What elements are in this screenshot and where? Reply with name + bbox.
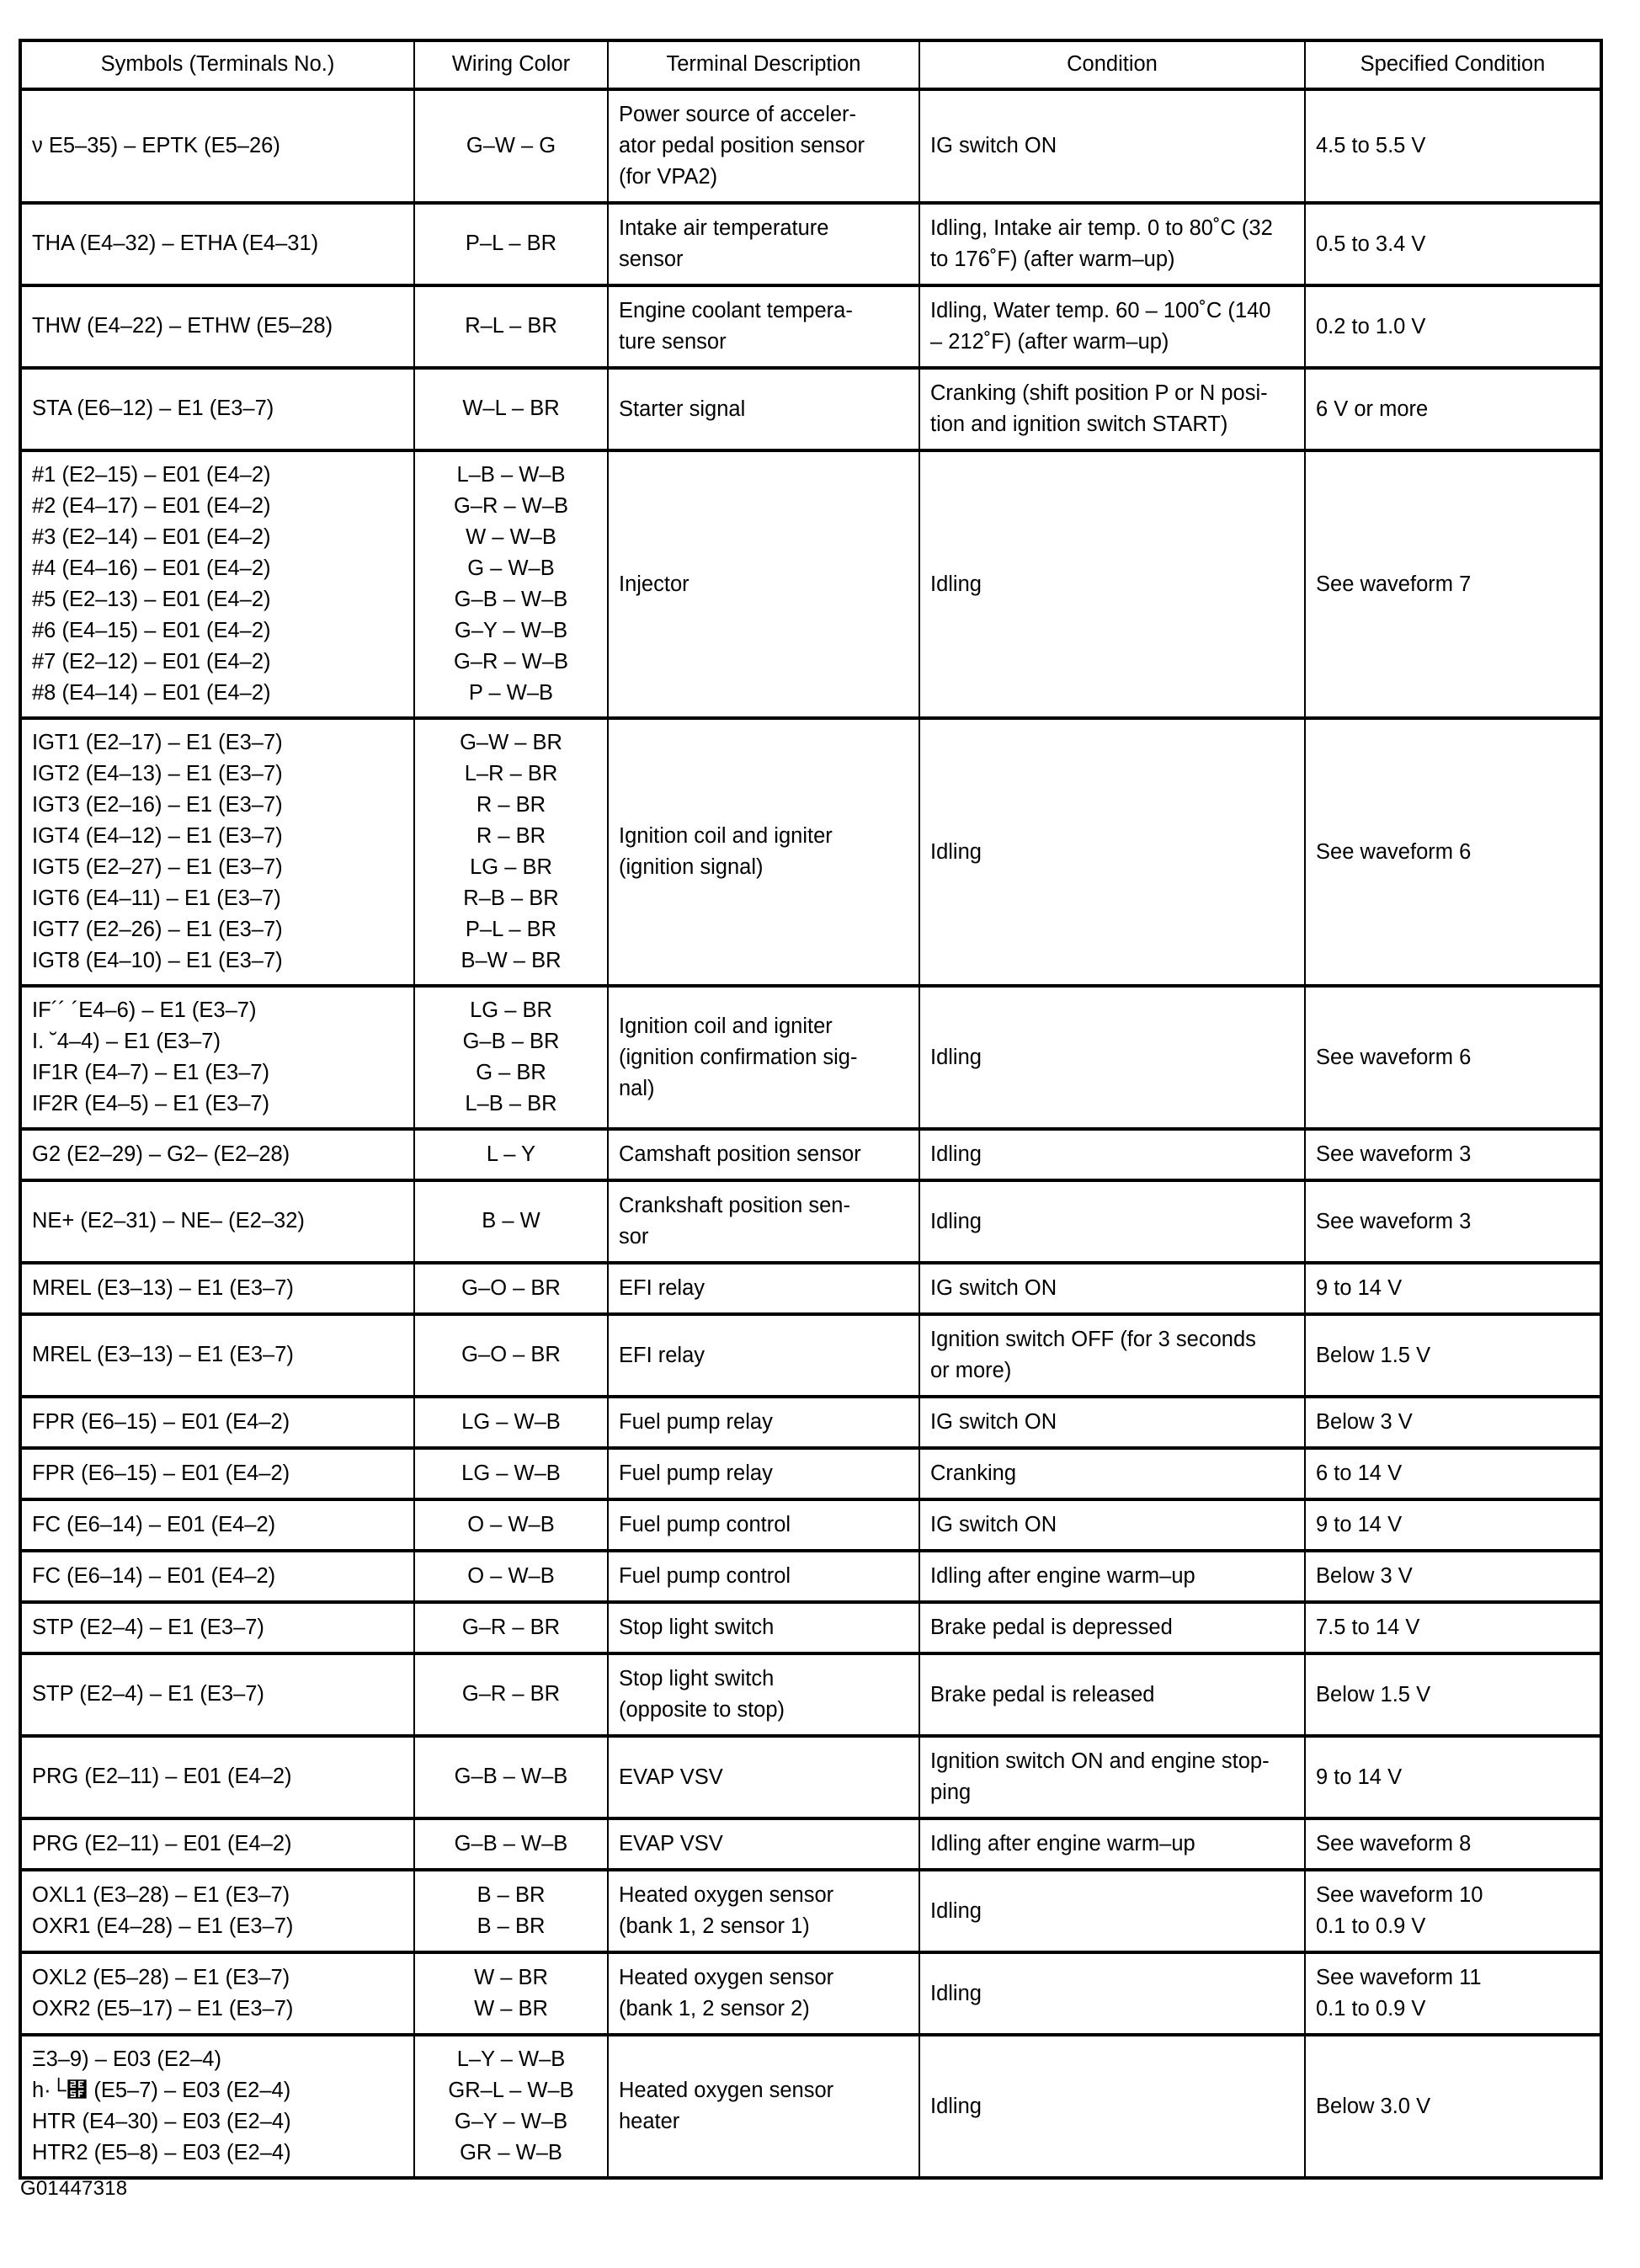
symbol-line: #5 (E2–13) – E01 (E4–2) bbox=[32, 588, 271, 611]
wiring-color-line: B – W bbox=[482, 1209, 540, 1233]
cell-specified-condition: Below 1.5 V bbox=[1305, 1653, 1601, 1736]
cell-specified-condition: Below 3 V bbox=[1305, 1397, 1601, 1448]
cell-terminal-description: Fuel pump relay bbox=[608, 1397, 919, 1448]
cell-symbols bbox=[20, 1314, 414, 1397]
symbol-line: IGT5 (E2–27) – E1 (E3–7) bbox=[32, 855, 283, 879]
symbol-line: OXR2 (E5–17) – E1 (E3–7) bbox=[32, 1997, 294, 2020]
wiring-color-line: LG – BR bbox=[470, 998, 552, 1022]
table-row bbox=[20, 1870, 1601, 1952]
cell-wiring-color bbox=[414, 1952, 608, 2035]
symbol-line: I. ˘4–4) – E1 (E3–7) bbox=[32, 1030, 221, 1053]
wiring-color-line: L–R – BR bbox=[464, 762, 558, 785]
cell-terminal-description: Fuel pump relay bbox=[608, 1448, 919, 1499]
cell-specified-condition: See waveform 6 bbox=[1305, 986, 1601, 1129]
cell-wiring-color bbox=[414, 203, 608, 285]
symbol-line: OXL1 (E3–28) – E1 (E3–7) bbox=[32, 1883, 290, 1907]
cell-symbols bbox=[20, 1129, 414, 1180]
cell-wiring-color bbox=[414, 285, 608, 368]
cell-wiring-color bbox=[414, 1180, 608, 1263]
cell-symbols bbox=[20, 1448, 414, 1499]
table-header-row bbox=[20, 40, 1601, 89]
symbol-line: STA (E6–12) – E1 (E3–7) bbox=[32, 397, 274, 421]
symbol-line: MREL (E3–13) – E1 (E3–7) bbox=[32, 1275, 294, 1300]
cell-wiring-color bbox=[414, 718, 608, 986]
cell-terminal-description: EFI relay bbox=[608, 1314, 919, 1397]
column-header-condition: Condition bbox=[919, 40, 1305, 89]
cell-wiring-color bbox=[414, 1551, 608, 1602]
symbol-line: FPR (E6–15) – E01 (E4–2) bbox=[32, 1409, 290, 1434]
table-row bbox=[20, 1129, 1601, 1180]
cell-specified-condition: 9 to 14 V bbox=[1305, 1263, 1601, 1314]
symbol-line: IF1R (E4–7) – E1 (E3–7) bbox=[32, 1061, 270, 1084]
wiring-color-line: G–B – W–B bbox=[454, 588, 568, 611]
table-header bbox=[20, 40, 1601, 89]
wiring-color-line: G–R – BR bbox=[461, 1682, 561, 1706]
cell-specified-condition: See waveform 7 bbox=[1305, 450, 1601, 718]
cell-specified-condition: See waveform 11 0.1 to 0.9 V bbox=[1305, 1952, 1601, 2035]
cell-wiring-color bbox=[414, 368, 608, 450]
cell-symbols bbox=[20, 2035, 414, 2178]
table-row bbox=[20, 718, 1601, 986]
symbol-line: #4 (E4–16) – E01 (E4–2) bbox=[32, 556, 271, 580]
cell-specified-condition: See waveform 3 bbox=[1305, 1129, 1601, 1180]
table-row bbox=[20, 203, 1601, 285]
wiring-color-line: W – BR bbox=[474, 1997, 548, 2020]
table-row bbox=[20, 1180, 1601, 1263]
cell-terminal-description: Injector bbox=[608, 450, 919, 718]
cell-terminal-description: EVAP VSV bbox=[608, 1818, 919, 1870]
cell-symbols bbox=[20, 1736, 414, 1818]
cell-wiring-color bbox=[414, 1397, 608, 1448]
cell-terminal-description: Fuel pump control bbox=[608, 1551, 919, 1602]
cell-specified-condition: See waveform 6 bbox=[1305, 718, 1601, 986]
symbol-line: IF´´ ´E4–6) – E1 (E3–7) bbox=[32, 998, 257, 1022]
cell-symbols bbox=[20, 1602, 414, 1653]
symbol-line: IF2R (E4–5) – E1 (E3–7) bbox=[32, 1092, 270, 1115]
table-row bbox=[20, 1952, 1601, 2035]
cell-wiring-color bbox=[414, 986, 608, 1129]
symbol-line: HTR2 (E5–8) – E03 (E2–4) bbox=[32, 2141, 291, 2164]
cell-condition: IG switch ON bbox=[919, 1397, 1305, 1448]
cell-condition: Brake pedal is released bbox=[919, 1653, 1305, 1736]
symbol-line: IGT7 (E2–26) – E1 (E3–7) bbox=[32, 918, 283, 941]
symbol-line: #7 (E2–12) – E01 (E4–2) bbox=[32, 650, 271, 673]
symbol-line: OXR1 (E4–28) – E1 (E3–7) bbox=[32, 1914, 294, 1938]
wiring-color-line: GR–L – W–B bbox=[448, 2079, 574, 2102]
cell-wiring-color bbox=[414, 1653, 608, 1736]
table-row bbox=[20, 285, 1601, 368]
cell-terminal-description: Stop light switch bbox=[608, 1602, 919, 1653]
symbol-line: #3 (E2–14) – E01 (E4–2) bbox=[32, 525, 271, 549]
table-row bbox=[20, 368, 1601, 450]
cell-terminal-description: Crankshaft position sen- sor bbox=[608, 1180, 919, 1263]
symbol-line: STP (E2–4) – E1 (E3–7) bbox=[32, 1682, 264, 1706]
cell-condition: Idling bbox=[919, 1952, 1305, 2035]
wiring-color-line: B – BR bbox=[477, 1883, 546, 1907]
wiring-color-line: G – W–B bbox=[467, 556, 555, 580]
cell-condition: Idling after engine warm–up bbox=[919, 1818, 1305, 1870]
cell-specified-condition: 6 V or more bbox=[1305, 368, 1601, 450]
symbol-line: ν E5–35) – EPTK (E5–26) bbox=[32, 133, 280, 157]
symbol-line: IGT8 (E4–10) – E1 (E3–7) bbox=[32, 949, 283, 972]
cell-condition: Idling bbox=[919, 1870, 1305, 1952]
wiring-color-line: O – W–B bbox=[467, 1512, 555, 1536]
wiring-color-line: G–B – W–B bbox=[454, 1765, 568, 1789]
cell-symbols bbox=[20, 1180, 414, 1263]
cell-symbols bbox=[20, 1818, 414, 1870]
cell-symbols bbox=[20, 1397, 414, 1448]
cell-condition: Idling bbox=[919, 986, 1305, 1129]
wiring-color-line: GR – W–B bbox=[460, 2141, 562, 2164]
cell-specified-condition: Below 3 V bbox=[1305, 1551, 1601, 1602]
wiring-color-line: G–W – BR bbox=[460, 731, 562, 754]
cell-condition: Idling, Water temp. 60 – 100˚C (140 – 212˚F) (after warm–up) bbox=[919, 285, 1305, 368]
symbol-line: THW (E4–22) – ETHW (E5–28) bbox=[32, 314, 333, 338]
cell-condition: Idling bbox=[919, 718, 1305, 986]
symbol-line: OXL2 (E5–28) – E1 (E3–7) bbox=[32, 1966, 290, 1989]
symbol-line: #6 (E4–15) – E01 (E4–2) bbox=[32, 619, 271, 642]
wiring-color-line: G–O – BR bbox=[461, 1343, 561, 1367]
cell-specified-condition: 4.5 to 5.5 V bbox=[1305, 89, 1601, 203]
column-header-wiring-color: Wiring Color bbox=[414, 40, 608, 89]
cell-condition: Idling bbox=[919, 1180, 1305, 1263]
cell-specified-condition: 9 to 14 V bbox=[1305, 1736, 1601, 1818]
cell-terminal-description: Heated oxygen sensor (bank 1, 2 sensor 2) bbox=[608, 1952, 919, 2035]
column-header-symbols: Symbols (Terminals No.) bbox=[20, 40, 414, 89]
wiring-color-line: G–R – BR bbox=[461, 1615, 561, 1639]
wiring-color-line: G–B – W–B bbox=[454, 1831, 568, 1855]
cell-terminal-description: Ignition coil and igniter (ignition signal) bbox=[608, 718, 919, 986]
cell-terminal-description: EVAP VSV bbox=[608, 1736, 919, 1818]
cell-condition: Idling bbox=[919, 450, 1305, 718]
cell-terminal-description: Fuel pump control bbox=[608, 1499, 919, 1551]
cell-symbols bbox=[20, 718, 414, 986]
table-row bbox=[20, 1736, 1601, 1818]
table-body bbox=[20, 89, 1601, 2178]
table-row bbox=[20, 1499, 1601, 1551]
wiring-color-line: L–B – W–B bbox=[456, 463, 566, 487]
cell-symbols bbox=[20, 1499, 414, 1551]
symbol-line: FC (E6–14) – E01 (E4–2) bbox=[32, 1563, 276, 1588]
symbol-line: FC (E6–14) – E01 (E4–2) bbox=[32, 1512, 276, 1536]
cell-terminal-description: Heated oxygen sensor (bank 1, 2 sensor 1) bbox=[608, 1870, 919, 1952]
wiring-color-line: R – BR bbox=[476, 824, 546, 848]
wiring-color-line: G–Y – W–B bbox=[454, 619, 568, 642]
ecu-terminal-spec-table bbox=[19, 39, 1603, 2180]
cell-terminal-description: Starter signal bbox=[608, 368, 919, 450]
cell-wiring-color bbox=[414, 1602, 608, 1653]
wiring-color-line: P–L – BR bbox=[465, 232, 557, 256]
cell-terminal-description: EFI relay bbox=[608, 1263, 919, 1314]
table-row bbox=[20, 1263, 1601, 1314]
cell-condition: Idling after engine warm–up bbox=[919, 1551, 1305, 1602]
symbol-line: PRG (E2–11) – E01 (E4–2) bbox=[32, 1765, 292, 1789]
symbol-line: PRG (E2–11) – E01 (E4–2) bbox=[32, 1831, 292, 1855]
wiring-color-line: W – BR bbox=[474, 1966, 548, 1989]
symbol-line: #2 (E4–17) – E01 (E4–2) bbox=[32, 494, 271, 518]
symbol-line: IGT4 (E4–12) – E1 (E3–7) bbox=[32, 824, 283, 848]
symbol-line: Ξ3–9) – E03 (E2–4) bbox=[32, 2047, 221, 2071]
wiring-color-line: R–B – BR bbox=[463, 886, 559, 910]
cell-wiring-color bbox=[414, 1870, 608, 1952]
wiring-color-line: B – BR bbox=[477, 1914, 546, 1938]
cell-terminal-description: Engine coolant tempera- ture sensor bbox=[608, 285, 919, 368]
symbol-line: #8 (E4–14) – E01 (E4–2) bbox=[32, 681, 271, 705]
cell-symbols bbox=[20, 1653, 414, 1736]
symbol-line: MREL (E3–13) – E1 (E3–7) bbox=[32, 1343, 294, 1367]
wiring-color-line: G–R – W–B bbox=[453, 494, 569, 518]
cell-condition: Ignition switch OFF (for 3 seconds or more) bbox=[919, 1314, 1305, 1397]
table-row bbox=[20, 1551, 1601, 1602]
symbol-line: FPR (E6–15) – E01 (E4–2) bbox=[32, 1461, 290, 1485]
cell-terminal-description: Stop light switch (opposite to stop) bbox=[608, 1653, 919, 1736]
cell-wiring-color bbox=[414, 1129, 608, 1180]
wiring-color-line: G–R – W–B bbox=[453, 650, 569, 673]
cell-condition: IG switch ON bbox=[919, 89, 1305, 203]
cell-condition: Cranking bbox=[919, 1448, 1305, 1499]
table-row bbox=[20, 1314, 1601, 1397]
table-row bbox=[20, 1602, 1601, 1653]
cell-specified-condition: Below 3.0 V bbox=[1305, 2035, 1601, 2178]
table-row bbox=[20, 1818, 1601, 1870]
cell-wiring-color bbox=[414, 1818, 608, 1870]
wiring-color-line: G–O – BR bbox=[461, 1275, 561, 1300]
cell-wiring-color bbox=[414, 89, 608, 203]
cell-specified-condition: 6 to 14 V bbox=[1305, 1448, 1601, 1499]
table-row bbox=[20, 1448, 1601, 1499]
symbol-line: G2 (E2–29) – G2– (E2–28) bbox=[32, 1142, 290, 1166]
cell-wiring-color bbox=[414, 1263, 608, 1314]
cell-terminal-description: Intake air temperature sensor bbox=[608, 203, 919, 285]
cell-terminal-description: Heated oxygen sensor heater bbox=[608, 2035, 919, 2178]
cell-condition: Idling bbox=[919, 1129, 1305, 1180]
wiring-color-line: B–W – BR bbox=[461, 949, 562, 972]
cell-terminal-description: Camshaft position sensor bbox=[608, 1129, 919, 1180]
cell-wiring-color bbox=[414, 1736, 608, 1818]
wiring-color-line: P – W–B bbox=[468, 681, 554, 705]
cell-symbols bbox=[20, 285, 414, 368]
cell-symbols bbox=[20, 450, 414, 718]
wiring-color-line: LG – W–B bbox=[461, 1461, 561, 1485]
table-row bbox=[20, 986, 1601, 1129]
cell-specified-condition: See waveform 8 bbox=[1305, 1818, 1601, 1870]
cell-symbols bbox=[20, 1952, 414, 2035]
cell-symbols bbox=[20, 1263, 414, 1314]
wiring-color-line: L–B – BR bbox=[465, 1092, 557, 1115]
wiring-color-line: W–L – BR bbox=[462, 397, 560, 421]
table-row bbox=[20, 89, 1601, 203]
cell-wiring-color bbox=[414, 450, 608, 718]
symbol-line: h·└⹟ (E5–7) – E03 (E2–4) bbox=[32, 2079, 291, 2102]
cell-specified-condition: See waveform 10 0.1 to 0.9 V bbox=[1305, 1870, 1601, 1952]
wiring-color-line: G–W – G bbox=[466, 133, 556, 157]
cell-symbols bbox=[20, 368, 414, 450]
cell-symbols bbox=[20, 1551, 414, 1602]
cell-specified-condition: 9 to 14 V bbox=[1305, 1499, 1601, 1551]
symbol-line: #1 (E2–15) – E01 (E4–2) bbox=[32, 463, 271, 487]
wiring-color-line: P–L – BR bbox=[465, 918, 557, 941]
cell-symbols bbox=[20, 89, 414, 203]
symbol-line: HTR (E4–30) – E03 (E2–4) bbox=[32, 2110, 291, 2133]
cell-condition: Idling, Intake air temp. 0 to 80˚C (32 to 176˚F) (after warm–up) bbox=[919, 203, 1305, 285]
table-row bbox=[20, 1397, 1601, 1448]
symbol-line: IGT1 (E2–17) – E1 (E3–7) bbox=[32, 731, 283, 754]
column-header-terminal-description: Terminal Description bbox=[608, 40, 919, 89]
symbol-line: IGT3 (E2–16) – E1 (E3–7) bbox=[32, 793, 283, 817]
symbol-line: IGT2 (E4–13) – E1 (E3–7) bbox=[32, 762, 283, 785]
cell-symbols bbox=[20, 986, 414, 1129]
cell-condition: Idling bbox=[919, 2035, 1305, 2178]
cell-symbols bbox=[20, 203, 414, 285]
table-row bbox=[20, 2035, 1601, 2178]
cell-symbols bbox=[20, 1870, 414, 1952]
cell-specified-condition: 0.2 to 1.0 V bbox=[1305, 285, 1601, 368]
wiring-color-line: R – BR bbox=[476, 793, 546, 817]
column-header-specified-condition: Specified Condition bbox=[1305, 40, 1601, 89]
wiring-color-line: R–L – BR bbox=[465, 314, 557, 338]
cell-condition: IG switch ON bbox=[919, 1263, 1305, 1314]
cell-specified-condition: 0.5 to 3.4 V bbox=[1305, 203, 1601, 285]
figure-reference-code: G01447318 bbox=[20, 2177, 128, 2200]
cell-specified-condition: See waveform 3 bbox=[1305, 1180, 1601, 1263]
cell-condition: Ignition switch ON and engine stop- ping bbox=[919, 1736, 1305, 1818]
wiring-color-line: G – BR bbox=[476, 1061, 546, 1084]
symbol-line: STP (E2–4) – E1 (E3–7) bbox=[32, 1615, 264, 1639]
cell-wiring-color bbox=[414, 1314, 608, 1397]
wiring-color-line: LG – BR bbox=[470, 855, 552, 879]
cell-specified-condition: 7.5 to 14 V bbox=[1305, 1602, 1601, 1653]
table-row bbox=[20, 1653, 1601, 1736]
cell-condition: Cranking (shift position P or N posi- tion and ignition switch START) bbox=[919, 368, 1305, 450]
wiring-color-line: L – Y bbox=[486, 1142, 536, 1166]
cell-terminal-description: Power source of acceler- ator pedal position sensor (for VPA2) bbox=[608, 89, 919, 203]
cell-specified-condition: Below 1.5 V bbox=[1305, 1314, 1601, 1397]
cell-wiring-color bbox=[414, 1448, 608, 1499]
symbol-line: NE+ (E2–31) – NE– (E2–32) bbox=[32, 1209, 305, 1233]
wiring-color-line: W – W–B bbox=[466, 525, 556, 549]
wiring-color-line: L–Y – W–B bbox=[456, 2047, 566, 2071]
symbol-line: THA (E4–32) – ETHA (E4–31) bbox=[32, 232, 319, 256]
cell-condition: Brake pedal is depressed bbox=[919, 1602, 1305, 1653]
cell-condition: IG switch ON bbox=[919, 1499, 1305, 1551]
symbol-line: IGT6 (E4–11) – E1 (E3–7) bbox=[32, 886, 281, 910]
table-row bbox=[20, 450, 1601, 718]
cell-terminal-description: Ignition coil and igniter (ignition confirmation sig- nal) bbox=[608, 986, 919, 1129]
wiring-color-line: LG – W–B bbox=[461, 1409, 561, 1434]
cell-wiring-color bbox=[414, 1499, 608, 1551]
wiring-color-line: O – W–B bbox=[467, 1563, 555, 1588]
cell-wiring-color bbox=[414, 2035, 608, 2178]
wiring-color-line: G–B – BR bbox=[462, 1030, 560, 1053]
wiring-color-line: G–Y – W–B bbox=[454, 2110, 568, 2133]
